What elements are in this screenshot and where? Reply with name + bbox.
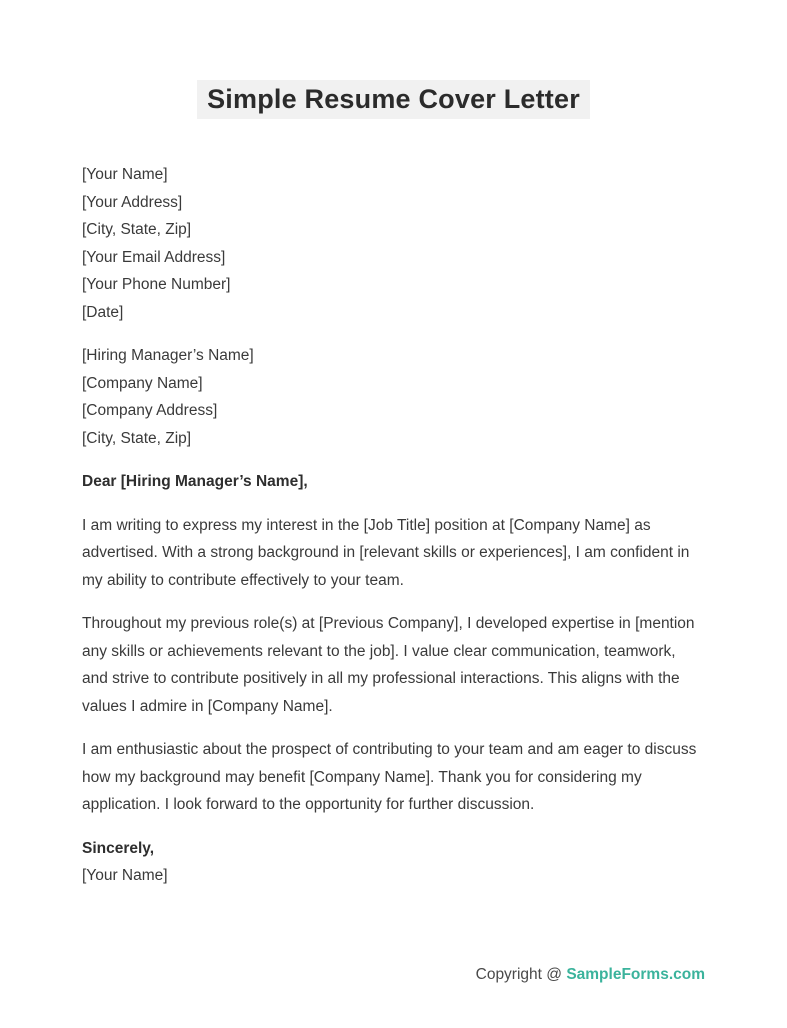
body-paragraph-1: I am writing to express my interest in the [Job Title] position at [Company Name] as advertised. With a strong background in [relevant skills or experiences], I am confident in my ability to contribute effectively to your team. bbox=[82, 516, 690, 589]
recipient-block bbox=[82, 342, 705, 452]
salutation: Dear [Hiring Manager’s Name], bbox=[82, 473, 308, 490]
body-paragraph-2: Throughout my previous role(s) at [Previous Company], I developed expertise in [mention any skills or achievements relevant to the job]. I value clear communication, teamwork, and strive to contribute positively in all my professional interactions. This aligns with the values I admire in [Company Name]. bbox=[82, 615, 695, 715]
recipient-address-line: [Company Address] bbox=[82, 402, 218, 419]
letter-content bbox=[82, 161, 705, 890]
recipient-name-line: [Hiring Manager’s Name] bbox=[82, 347, 254, 364]
recipient-company-line: [Company Name] bbox=[82, 374, 203, 392]
page-title: Simple Resume Cover Letter bbox=[197, 80, 590, 119]
signature-line: [Your Name] bbox=[82, 867, 168, 884]
copyright-text: Copyright @ bbox=[475, 966, 567, 983]
sender-address-line: [Your Address] bbox=[82, 193, 183, 211]
title-wrap bbox=[82, 0, 705, 119]
sender-phone-line: [Your Phone Number] bbox=[82, 276, 231, 293]
closing: Sincerely, bbox=[82, 839, 155, 857]
sampleforms-link[interactable]: SampleForms.com bbox=[566, 966, 705, 983]
body-paragraph-3: I am enthusiastic about the prospect of contributing to your team and am eager to discuss how my background may benefit [Company Name]. Thank you for considering my application. I look forward to the opportunity for further discussion. bbox=[82, 741, 697, 813]
recipient-city-line: [City, State, Zip] bbox=[82, 429, 192, 447]
sender-block bbox=[82, 161, 705, 326]
footer bbox=[476, 966, 705, 984]
sender-city-line: [City, State, Zip] bbox=[82, 221, 192, 238]
sign-off-block bbox=[82, 835, 705, 890]
sender-email-line: [Your Email Address] bbox=[82, 248, 226, 266]
date-line: [Date] bbox=[82, 303, 124, 321]
sender-name-line: [Your Name] bbox=[82, 166, 168, 183]
